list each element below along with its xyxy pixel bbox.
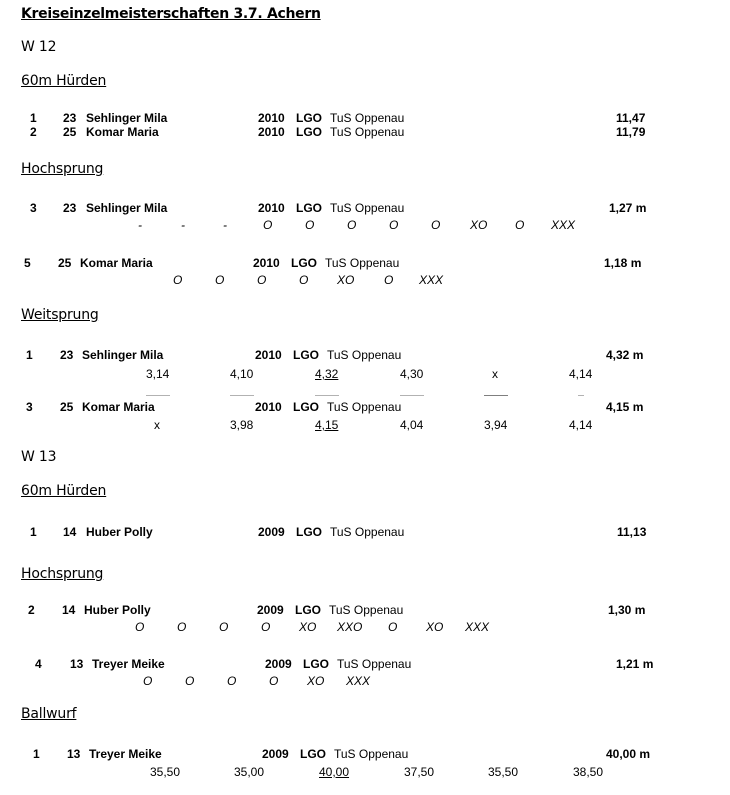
result: 1,30 m — [608, 603, 646, 617]
event-title-60m-huerden: 60m Hürden — [21, 483, 107, 499]
attempt: O — [227, 674, 237, 688]
attempt: O — [173, 273, 183, 287]
attempt: O — [431, 218, 441, 232]
place: 2 — [28, 603, 35, 617]
place: 5 — [24, 256, 31, 270]
attempt: O — [219, 620, 229, 634]
organization: LGO — [296, 201, 322, 215]
bib-number: 25 — [60, 400, 74, 414]
group-label-w12: W 12 — [21, 39, 57, 55]
attempt: 4,14 — [569, 367, 593, 381]
event-title-weitsprung: Weitsprung — [21, 307, 99, 323]
birth-year: 2010 — [258, 125, 285, 139]
attempt: XO — [307, 674, 325, 688]
place: 3 — [30, 201, 37, 215]
organization: LGO — [300, 747, 326, 761]
result: 11,47 — [616, 111, 646, 125]
organization: LGO — [303, 657, 329, 671]
attempt: O — [388, 620, 398, 634]
club: TuS Oppenau — [330, 111, 405, 125]
attempt: XXX — [346, 674, 371, 688]
athlete-name: Sehlinger Mila — [86, 111, 168, 125]
attempt: - — [138, 218, 142, 232]
attempt: O — [347, 218, 357, 232]
birth-year: 2010 — [258, 111, 285, 125]
bib-number: 13 — [70, 657, 84, 671]
athlete-name: Treyer Meike — [89, 747, 162, 761]
attempt: 4,14 — [569, 418, 593, 432]
place: 4 — [35, 657, 42, 671]
club: TuS Oppenau — [330, 201, 405, 215]
attempt: 4,04 — [400, 418, 424, 432]
event-title-hochsprung: Hochsprung — [21, 566, 104, 582]
place: 2 — [30, 125, 37, 139]
athlete-name: Komar Maria — [82, 400, 155, 414]
attempt: x — [492, 367, 498, 381]
bib-number: 14 — [62, 603, 76, 617]
attempt: - — [223, 218, 227, 232]
organization: LGO — [296, 111, 322, 125]
attempt: 3,94 — [484, 418, 508, 432]
result: 40,00 m — [606, 747, 651, 761]
bib-number: 23 — [63, 201, 77, 215]
attempt: x — [154, 418, 160, 432]
attempt: XO — [337, 273, 355, 287]
attempt: O — [515, 218, 525, 232]
birth-year: 2009 — [265, 657, 292, 671]
athlete-name: Huber Polly — [84, 603, 151, 617]
result: 4,32 m — [606, 348, 644, 362]
event-title-ballwurf: Ballwurf — [21, 706, 77, 722]
attempt: O — [305, 218, 315, 232]
best-attempt: 40,00 — [319, 765, 350, 779]
athlete-name: Komar Maria — [86, 125, 159, 139]
bib-number: 23 — [60, 348, 74, 362]
result: 1,21 m — [616, 657, 654, 671]
place: 1 — [30, 525, 37, 539]
event-title-60m-huerden: 60m Hürden — [21, 73, 107, 89]
attempt: O — [299, 273, 309, 287]
birth-year: 2010 — [253, 256, 280, 270]
attempt: 4,30 — [400, 367, 424, 381]
club: TuS Oppenau — [330, 525, 405, 539]
attempt: XO — [299, 620, 317, 634]
attempt: O — [261, 620, 271, 634]
birth-year: 2010 — [258, 201, 285, 215]
attempt: O — [269, 674, 279, 688]
club: TuS Oppenau — [329, 603, 404, 617]
athlete-name: Treyer Meike — [92, 657, 165, 671]
page-title: Kreiseinzelmeisterschaften 3.7. Achern — [21, 6, 321, 22]
attempt: 35,00 — [234, 765, 265, 779]
result: 1,18 m — [604, 256, 642, 270]
club: TuS Oppenau — [337, 657, 412, 671]
organization: LGO — [296, 525, 322, 539]
bib-number: 13 — [67, 747, 81, 761]
birth-year: 2010 — [255, 400, 282, 414]
attempt: O — [215, 273, 225, 287]
athlete-name: Sehlinger Mila — [86, 201, 168, 215]
attempt: 38,50 — [573, 765, 604, 779]
attempt: O — [257, 273, 267, 287]
club: TuS Oppenau — [327, 400, 402, 414]
attempt: XXO — [337, 620, 363, 634]
best-attempt: 4,15 — [315, 418, 339, 432]
group-label-w13: W 13 — [21, 449, 57, 465]
organization: LGO — [291, 256, 317, 270]
attempt: 4,10 — [230, 367, 254, 381]
club: TuS Oppenau — [325, 256, 400, 270]
birth-year: 2009 — [262, 747, 289, 761]
bib-number: 23 — [63, 111, 77, 125]
attempt: O — [384, 273, 394, 287]
place: 1 — [30, 111, 37, 125]
organization: LGO — [296, 125, 322, 139]
attempt: XXX — [419, 273, 444, 287]
birth-year: 2010 — [255, 348, 282, 362]
athlete-name: Huber Polly — [86, 525, 153, 539]
attempt: XO — [470, 218, 488, 232]
bib-number: 14 — [63, 525, 77, 539]
club: TuS Oppenau — [334, 747, 409, 761]
attempt: O — [263, 218, 273, 232]
attempt: 37,50 — [404, 765, 435, 779]
result: 1,27 m — [609, 201, 647, 215]
bib-number: 25 — [63, 125, 77, 139]
attempt: 3,14 — [146, 367, 170, 381]
attempt: XO — [426, 620, 444, 634]
club: TuS Oppenau — [330, 125, 405, 139]
attempt: O — [135, 620, 145, 634]
attempt: 35,50 — [488, 765, 519, 779]
organization: LGO — [293, 400, 319, 414]
attempt: O — [143, 674, 153, 688]
attempt: O — [389, 218, 399, 232]
birth-year: 2009 — [257, 603, 284, 617]
result: 11,13 — [617, 525, 647, 539]
bib-number: 25 — [58, 256, 72, 270]
attempt: XXX — [551, 218, 576, 232]
attempt: O — [177, 620, 187, 634]
birth-year: 2009 — [258, 525, 285, 539]
organization: LGO — [293, 348, 319, 362]
place: 1 — [26, 348, 33, 362]
athlete-name: Komar Maria — [80, 256, 153, 270]
result: 4,15 m — [606, 400, 644, 414]
best-attempt: 4,32 — [315, 367, 339, 381]
organization: LGO — [295, 603, 321, 617]
attempt: - — [181, 218, 185, 232]
club: TuS Oppenau — [327, 348, 402, 362]
place: 1 — [33, 747, 40, 761]
attempt: 35,50 — [150, 765, 181, 779]
event-title-hochsprung: Hochsprung — [21, 161, 104, 177]
attempt: 3,98 — [230, 418, 254, 432]
result: 11,79 — [616, 125, 646, 139]
athlete-name: Sehlinger Mila — [82, 348, 164, 362]
attempt: XXX — [465, 620, 490, 634]
attempt: O — [185, 674, 195, 688]
place: 3 — [26, 400, 33, 414]
